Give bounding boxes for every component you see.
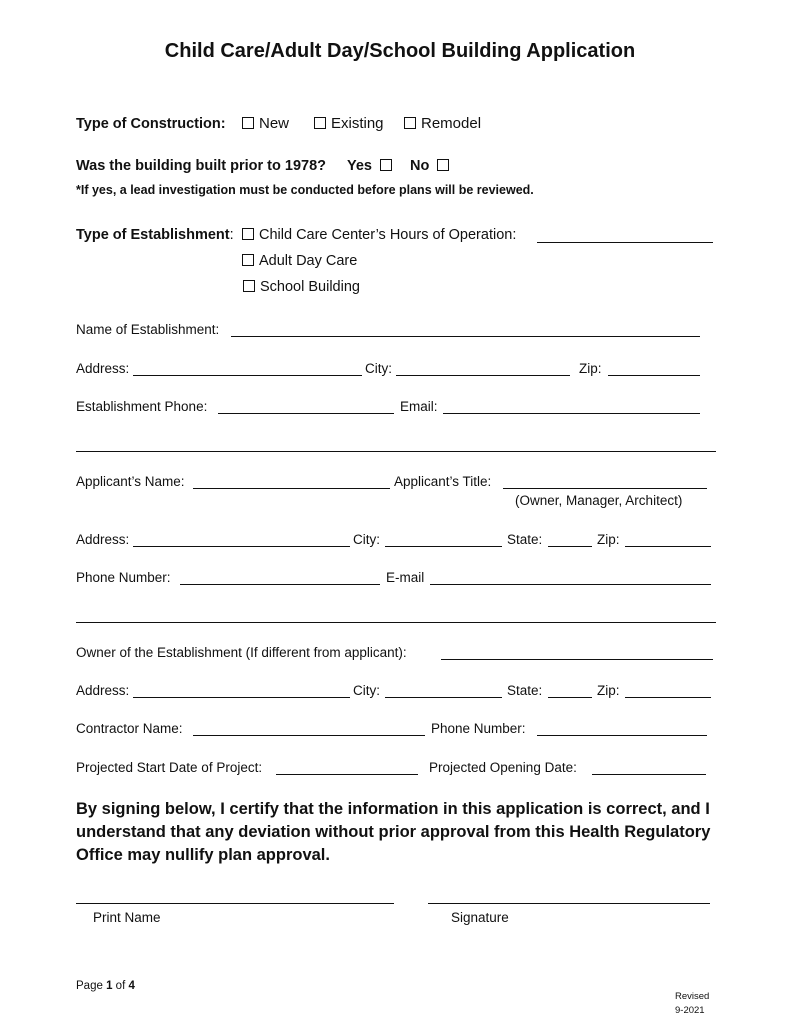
option-label: Existing <box>331 115 384 132</box>
owner-city-field[interactable] <box>385 697 502 698</box>
construction-label: Type of Construction: <box>76 116 226 132</box>
school-building-checkbox[interactable] <box>243 278 360 296</box>
colon: : <box>229 227 234 243</box>
checkbox-icon <box>242 228 254 240</box>
owner-label: Owner of the Establishment (If different from applicant): <box>76 645 407 660</box>
opening-date-label: Projected Opening Date: <box>429 760 577 775</box>
page-number <box>76 977 135 995</box>
email-label: Email: <box>400 399 438 414</box>
revised-label: Revised <box>675 991 710 1002</box>
no-label: No <box>410 158 430 174</box>
construction-remodel-checkbox[interactable] <box>404 115 481 133</box>
contractor-phone-field[interactable] <box>537 735 707 736</box>
applicant-address-field[interactable] <box>133 546 350 547</box>
yes-label: Yes <box>347 158 372 174</box>
checkbox-icon <box>404 117 416 129</box>
section-divider <box>76 451 716 452</box>
applicant-name-label: Applicant’s Name: <box>76 474 185 489</box>
adult-day-care-checkbox[interactable] <box>242 252 357 270</box>
revised-date: 9-2021 <box>675 1005 705 1016</box>
zip-label: Zip: <box>597 532 620 547</box>
applicant-email-field[interactable] <box>430 584 711 585</box>
construction-existing-checkbox[interactable] <box>314 115 384 133</box>
address-label: Address: <box>76 532 130 547</box>
option-label: Adult Day Care <box>259 253 358 269</box>
signature-field[interactable] <box>428 903 710 904</box>
start-date-field[interactable] <box>276 774 418 775</box>
establishment-zip-field[interactable] <box>608 375 700 376</box>
address-label: Address: <box>76 683 130 698</box>
establishment-label <box>76 226 234 244</box>
owner-address-field[interactable] <box>133 697 350 698</box>
current-page: 1 <box>106 980 113 992</box>
applicant-state-field[interactable] <box>548 546 592 547</box>
establishment-city-field[interactable] <box>396 375 570 376</box>
state-label: State: <box>507 532 543 547</box>
applicant-title-label: Applicant’s Title: <box>394 474 492 489</box>
checkbox-icon <box>242 254 254 266</box>
signature-label: Signature <box>451 910 509 925</box>
page-prefix: Page <box>76 980 103 992</box>
phone-number-label: Phone Number: <box>76 570 171 585</box>
checkbox-icon <box>243 280 255 292</box>
zip-label: Zip: <box>579 361 602 376</box>
applicant-name-field[interactable] <box>193 488 390 489</box>
address-label: Address: <box>76 361 130 376</box>
contractor-phone-label: Phone Number: <box>431 721 526 736</box>
establishment-email-field[interactable] <box>443 413 700 414</box>
page-title: Child Care/Adult Day/School Building Application <box>164 40 636 62</box>
establishment-address-field[interactable] <box>133 375 362 376</box>
checkbox-icon <box>437 159 449 171</box>
prior-1978-question: Was the building built prior to 1978? <box>76 158 326 174</box>
print-name-label: Print Name <box>93 910 161 925</box>
applicant-city-field[interactable] <box>385 546 502 547</box>
applicant-title-hint: (Owner, Manager, Architect) <box>515 493 683 508</box>
construction-new-checkbox[interactable] <box>242 115 289 133</box>
contractor-name-field[interactable] <box>193 735 425 736</box>
city-label: City: <box>353 532 380 547</box>
applicant-title-field[interactable] <box>503 488 707 489</box>
contractor-name-label: Contractor Name: <box>76 721 183 736</box>
page-of: of <box>115 980 126 992</box>
option-label: New <box>259 115 290 132</box>
prior-1978-yes-checkbox[interactable] <box>347 157 397 175</box>
opening-date-field[interactable] <box>592 774 706 775</box>
checkbox-icon <box>242 117 254 129</box>
start-date-label: Projected Start Date of Project: <box>76 760 263 775</box>
prior-1978-no-checkbox[interactable] <box>410 157 454 175</box>
owner-state-field[interactable] <box>548 697 592 698</box>
child-care-checkbox[interactable] <box>242 226 516 244</box>
print-name-field[interactable] <box>76 903 394 904</box>
section-divider <box>76 622 716 623</box>
establishment-label-text: Type of Establishment <box>76 227 230 243</box>
zip-label: Zip: <box>597 683 620 698</box>
lead-note: *If yes, a lead investigation must be conducted before plans will be reviewed. <box>76 183 534 197</box>
option-label: Remodel <box>421 115 482 132</box>
applicant-phone-field[interactable] <box>180 584 380 585</box>
option-label: Child Care Center’s Hours of Operation: <box>259 227 517 243</box>
e-mail-label: E-mail <box>386 570 425 585</box>
city-label: City: <box>353 683 380 698</box>
total-pages: 4 <box>128 980 135 992</box>
establishment-phone-label: Establishment Phone: <box>76 399 208 414</box>
hours-of-operation-field[interactable] <box>537 242 713 243</box>
certification-statement: By signing below, I certify that the information in this application is correct, and I understand that any deviation without prior approval from this Health Regulatory Office may nullify plan approval. <box>76 800 711 864</box>
owner-field[interactable] <box>441 659 713 660</box>
establishment-phone-field[interactable] <box>218 413 394 414</box>
checkbox-icon <box>314 117 326 129</box>
city-label: City: <box>365 361 392 376</box>
name-of-establishment-field[interactable] <box>231 336 700 337</box>
name-of-establishment-label: Name of Establishment: <box>76 322 220 337</box>
owner-zip-field[interactable] <box>625 697 711 698</box>
state-label: State: <box>507 683 543 698</box>
applicant-zip-field[interactable] <box>625 546 711 547</box>
checkbox-icon <box>380 159 392 171</box>
option-label: School Building <box>260 279 360 295</box>
